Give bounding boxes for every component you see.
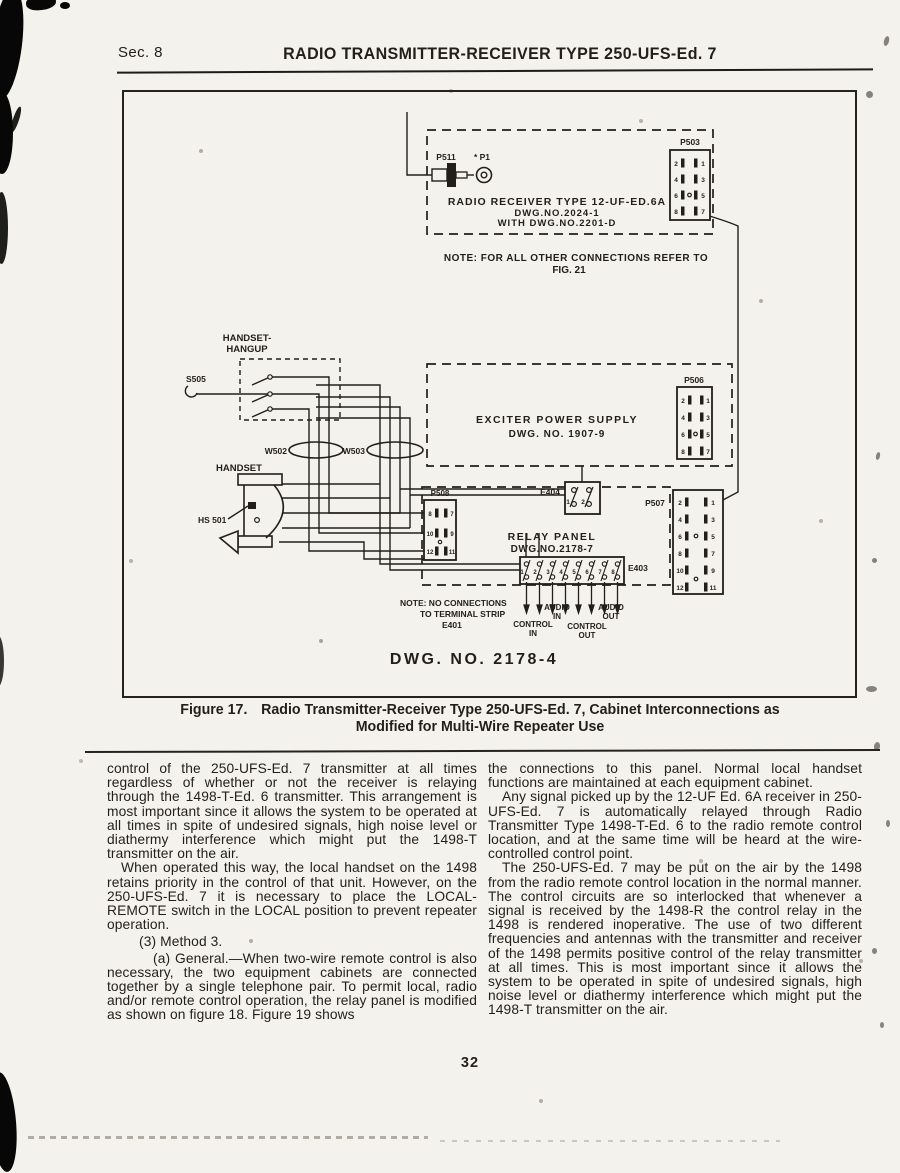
paragraph-heading: (3) Method 3.	[139, 934, 223, 950]
paragraph: The 250-UFS-Ed. 7 may be put on the air by the 1498 from the radio remote control location in the normal manner. The control circuits are so interlocked that whenever a signal is received by the 1498-R the control relay in the 1498 is rendered inoperative. The use of two different frequencies and antennas with the transmitter and receiver of the 1498 permits positive control of the relay transmitter at all times. This is most important since it allows the system to be operated in spite of undesired signals, high noise level or diathermy interference which might put the 1498-T transmitter on the air.	[488, 860, 862, 1018]
pin-label: 8	[678, 551, 682, 558]
pin-label: 4	[674, 177, 678, 184]
pin-label: 8	[681, 449, 685, 456]
scan-speck	[866, 686, 877, 692]
pin-label: 3	[701, 177, 705, 184]
scan-speck	[872, 948, 877, 954]
handset-symbol	[220, 474, 283, 553]
exciter-dwg: DWG. NO. 1907-9	[508, 429, 606, 440]
label-w503: W503	[342, 446, 365, 456]
scan-speck	[886, 820, 890, 827]
cable-clamp-w503	[367, 442, 423, 458]
note-bottom3: E401	[442, 620, 462, 630]
pin-label: 1	[701, 161, 705, 168]
pin-label: 9	[450, 532, 454, 538]
header-rule	[117, 68, 873, 73]
label-e403: E403	[628, 563, 648, 573]
label-s505: S505	[186, 374, 206, 384]
page-title: RADIO TRANSMITTER-RECEIVER TYPE 250-UFS-Ed. 7	[283, 45, 717, 63]
scan-speck	[880, 1022, 884, 1028]
scan-mark	[60, 2, 70, 9]
terminal-label: 2	[533, 570, 537, 576]
pin-label: 7	[450, 512, 454, 518]
pin-label: 9	[711, 568, 715, 575]
note-bottom2: TO TERMINAL STRIP	[420, 609, 506, 619]
pin-label: 5	[711, 534, 715, 541]
receiver-name: RADIO RECEIVER TYPE 12-UF-ED.6A	[447, 196, 667, 208]
pin-label: 8	[428, 512, 432, 518]
relay-dwg: DWG.NO.2178-7	[510, 544, 594, 555]
terminal-label: 1	[566, 499, 570, 506]
signal-control-in2: IN	[529, 629, 537, 638]
terminal-label: 2	[581, 499, 585, 506]
pin-label: 8	[674, 209, 678, 216]
receiver-dwg2: WITH DWG.NO.2201-D	[497, 218, 617, 229]
pin-label: 7	[706, 449, 710, 456]
pin-label: 5	[706, 432, 710, 439]
pin-label: 6	[681, 432, 685, 439]
signal-audio-out2: OUT	[602, 612, 620, 621]
pin-label: 4	[678, 517, 682, 524]
pin-label: 12	[676, 585, 684, 592]
pin-label: 1	[711, 500, 715, 507]
scan-speck	[872, 558, 877, 563]
wiring-diagram-svg	[124, 92, 855, 696]
label-p508: P508	[430, 489, 450, 498]
switch-contacts-s505	[268, 375, 272, 411]
body-column-right	[488, 762, 862, 1018]
pin-label: 7	[711, 551, 715, 558]
pin-label: 3	[706, 415, 710, 422]
label-w502: W502	[264, 446, 287, 456]
pin-label: 11	[709, 585, 717, 592]
label-p511: P511	[436, 152, 456, 162]
scan-binding-blob	[0, 92, 13, 174]
note-bottom: NOTE: NO CONNECTIONS	[400, 598, 507, 608]
terminal-block-e404	[565, 482, 600, 514]
paragraph: Any signal picked up by the 12-UF Ed. 6A receiver in 250-UFS-Ed. 7 is automatically relayed through Radio Transmitter Type 1498-T-Ed. 6 to the radio remote control location, and at the same time will be heard at the wire-controlled control point.	[488, 789, 862, 862]
exciter-name: EXCITER POWER SUPPLY	[475, 414, 639, 426]
signal-control-out: CONTROL	[567, 622, 607, 631]
scan-speck	[875, 452, 881, 461]
paragraph: control of the 250-UFS-Ed. 7 transmitter at all times regardless of whether or not the receiver is relaying through the 1498-T-Ed. 6 transmitter. This arrangement is most important since it allows the system to be operated at all times in spite of undesired signals, high noise level or diathermy interference which might put the 1498-T transmitter on the air.	[107, 761, 477, 862]
label-handset-hangup: HANDSET-	[222, 333, 272, 344]
label-p503: P503	[680, 137, 700, 147]
figure-caption	[108, 702, 853, 736]
cable-clamp-w502	[289, 442, 343, 458]
label-p507: P507	[645, 498, 665, 508]
pin-label: 3	[711, 517, 715, 524]
signal-control-out2: OUT	[578, 631, 596, 640]
scan-speckles	[0, 0, 2, 2]
note-top-fig: FIG. 21	[552, 265, 586, 276]
scan-binding-blob	[0, 1071, 20, 1173]
dwg-number: DWG. NO. 2178-4	[389, 651, 559, 668]
pin-label: 12	[426, 550, 434, 556]
pin-label: 5	[701, 193, 705, 200]
jack-p1-symbol	[477, 168, 492, 183]
scan-edge-dashes	[440, 1140, 780, 1142]
pin-label: 10	[426, 532, 434, 538]
plug-p511-symbol	[432, 163, 467, 187]
pin-label: 10	[676, 568, 684, 575]
paragraph: the connections to this panel. Normal local handset functions are maintained at each equipment cabinet.	[488, 761, 862, 791]
figure-caption-text2: Modified for Multi-Wire Repeater Use	[355, 719, 605, 735]
label-p1: * P1	[473, 152, 491, 162]
pin-label: 6	[678, 534, 682, 541]
terminal-label: 4	[559, 570, 563, 576]
signal-audio-in2: IN	[553, 612, 561, 621]
terminal-label: 7	[598, 570, 602, 576]
body-column-left	[107, 762, 477, 1023]
signal-audio-out: AUDIO	[598, 603, 624, 612]
terminal-label: 3	[546, 570, 550, 576]
pin-label: 11	[448, 550, 456, 556]
terminal-label: 6	[585, 570, 589, 576]
scan-edge-dashes	[28, 1136, 428, 1139]
figure-17-diagram	[122, 90, 857, 698]
label-handset-hangup2: HANGUP	[226, 344, 268, 355]
label-hs501: HS 501	[198, 515, 227, 525]
signal-audio-in: AUDIO	[544, 603, 570, 612]
label-e404: E404	[540, 487, 560, 497]
pin-label: 4	[681, 415, 685, 422]
pin-label: 2	[674, 161, 678, 168]
terminal-label: 1	[520, 570, 524, 576]
terminal-label: 8	[611, 570, 615, 576]
section-label: Sec. 8	[118, 44, 163, 61]
page-number: 32	[460, 1055, 480, 1071]
scan-speck	[883, 36, 890, 47]
receiver-dwg: DWG.NO.2024-1	[514, 208, 600, 219]
relay-name: RELAY PANEL	[507, 531, 597, 543]
scan-binding-blob	[0, 636, 4, 686]
label-handset: HANDSET	[216, 463, 262, 474]
pin-label: 1	[706, 398, 710, 405]
scan-speck	[866, 91, 873, 98]
scan-mark	[25, 0, 57, 12]
signal-control-in: CONTROL	[513, 620, 553, 629]
scan-binding-blob	[0, 0, 29, 101]
pin-label: 6	[674, 193, 678, 200]
label-p506: P506	[684, 375, 704, 385]
pin-label: 7	[701, 209, 705, 216]
figure-caption-number: Figure 17.	[180, 702, 248, 718]
figure-caption-text: Radio Transmitter-Receiver Type 250-UFS-Ed. 7, Cabinet Interconnections as	[261, 702, 780, 718]
pin-label: 2	[678, 500, 682, 507]
scan-binding-blob	[0, 192, 8, 264]
paragraph: When operated this way, the local handset on the 1498 retains priority in the control of that unit. However, on the 250-UFS-Ed. 7 it is necessary to place the LOCAL-REMOTE switch in the LOCAL position to prevent repeater operation.	[107, 860, 477, 933]
handset-hangup-box	[240, 359, 340, 420]
pin-label: 2	[681, 398, 685, 405]
note-top: NOTE: FOR ALL OTHER CONNECTIONS REFER TO	[443, 253, 709, 264]
paragraph: (a) General.—When two-wire remote control is also necessary, the two equipment cabinets are connected together by a single telephone pair. To permit local, radio and/or remote control operation, the relay panel is modified as shown on figure 18. Figure 19 shows	[107, 950, 477, 1023]
terminal-label: 5	[572, 570, 576, 576]
caption-rule	[85, 749, 880, 753]
